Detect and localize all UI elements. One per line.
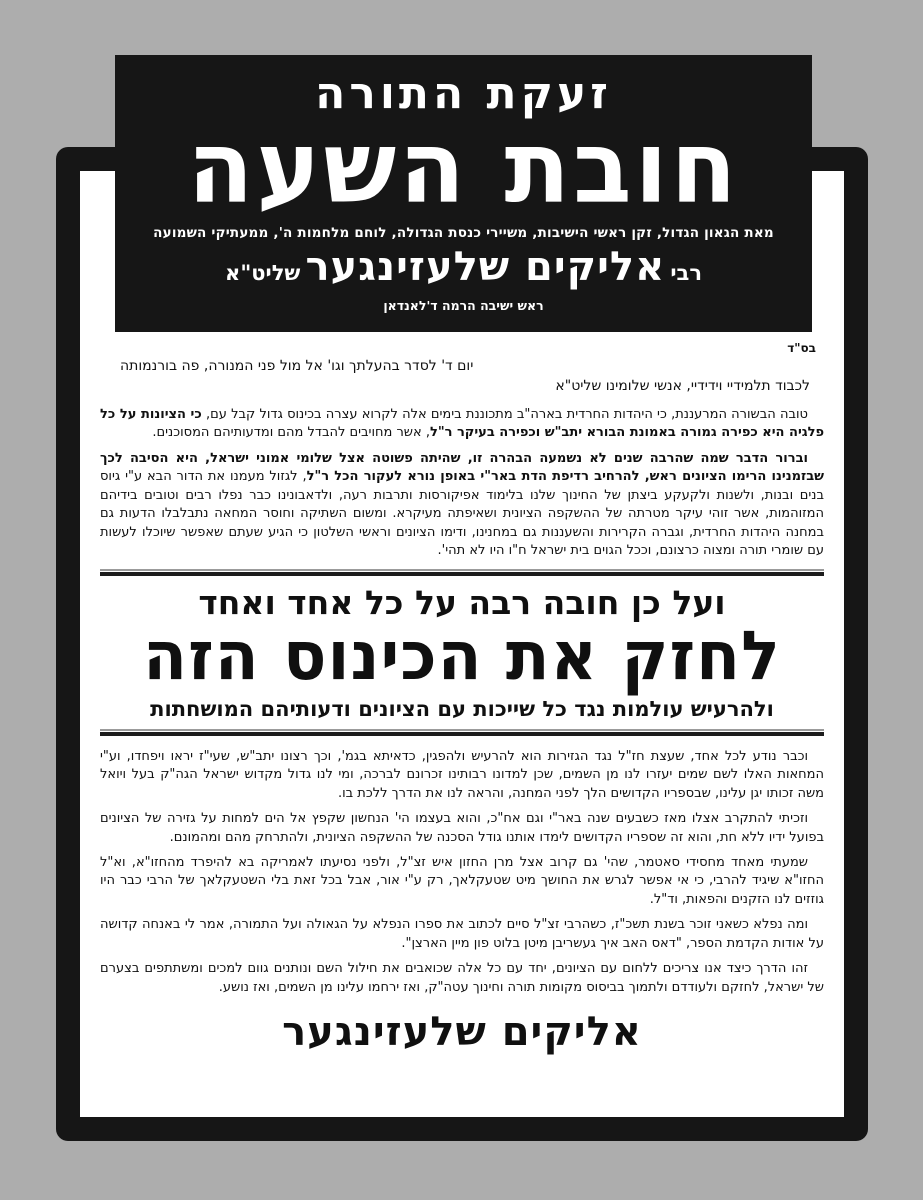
paragraph-2-text: , לגזול מעמנו את הדור הבא ע"י גיוס בנים ובנות, ולשנות ולקעקע ביצתן של החינוך שלנו בלימוד אפיקורסות ותרבות רעה, ולדאבונינו כבר נפלו רבים וטובים בידיהם המזוהמות, אשר זוהי עיקר מטרתה של ההשקפה הציונית ושאיפתה מעיקרא. ומשום השתיקה וחוסר המחאה נתבלבלו הדעות גם במחנה היהדות החרדית, וגברה הקרירות והשעננות גם במחנינו, ודימו הציונים וראשי השלטון כי הגיע שעתם שאפשר שיוכלו לעשות עם שומרי תורה ומצוה כרצונם, וככל הגוים בית ישראל ח"ו היו לא תהי'.: [100, 469, 824, 559]
divider-bottom: [100, 729, 824, 736]
bsd-mark: בס"ד: [787, 341, 816, 355]
paragraph-4: וזכיתי להתקרב אצלו מאז כשבעים שנה באר"י וגם אח"כ, והוא בעצמו הי' הנחשון שקפץ אל הים למחות על גזירה של הציונים בפועל ידיו ללא חת, והוא זה שספריו הקדושים לימדו אותנו גודל הסכנה של ההשקפה הציונית, ולהתרחק מהם ומהמונם.: [100, 811, 824, 845]
paragraph-2: [100, 450, 824, 561]
rabbi-title-suffix: שליט"א: [225, 261, 301, 286]
masthead-byline: מאת הגאון הגדול, זקן ראשי הישיבות, משיירי כנסת הגדולה, לוחם מלחמות ה', ממעתיקי השמועה: [153, 225, 774, 242]
paragraph-1-end: , אשר מחויבים להבדל מהם ומדעותיהם המסוכנים.: [152, 425, 430, 441]
proclamation-line2: לחזק את הכינוס הזה: [143, 617, 781, 696]
rabbi-name: אליקים שלעזינגער: [305, 244, 666, 291]
paragraph-5: שמעתי מאחד מחסידי סאטמר, שהי' גם קרוב אצל מרן החזון איש זצ"ל, ולפני נסיעתו לאמריקה בא להיפרד מהחזו"א, וא"ל החזו"א שיגיד להרבי, כי אי אפשר לגרש את החושך מיט שטעקלאך, רק ע"י אור, אבל בכל זאת בלי השטעקלאך של הרבי כבר היו גוזזים לנו הזקנים והפאות, וד"ל.: [100, 855, 824, 907]
masthead-subtitle: ראש ישיבה הרמה ד'לאנדאן: [383, 298, 544, 314]
signature: אליקים שלעזינגער: [282, 1009, 642, 1056]
proclamation-block: [100, 569, 824, 736]
proclamation-line1: ועל כן חובה רבה על כל אחד ואחד: [198, 582, 726, 622]
paragraph-1-bold: כי הציונות על כל פלגיה היא כפירה גמורה באמונת הבורא יתב"ש וכפירה בעיקר ר"ל: [100, 407, 824, 441]
letter-body: [100, 341, 824, 1055]
paragraph-6: ומה נפלא כשאני זוכר בשנת תשכ"ז, כשהרבי זצ"ל סיים לכתוב את ספרו הנפלא על הגאולה ועל התמורה, אמר לי באנחה קדושה על אודות הקדמת הספר, "דאס האב איך געשריבן מיטן בלוט פון מיין הארצן".: [100, 917, 824, 951]
paragraph-7: זהו הדרך כיצד אנו צריכים ללחום עם הציונים, יחד עם כל אלה שכואבים את חילול השם ונותנים גוום למכים ומשתתפים בצערם של ישראל, לחזקם ולעודדם ולתמוך בביסוס מקומות תורה וחינוך עטה"ק, ואז ירחמו עלינו מן השמים, ואז נושע.: [100, 961, 824, 995]
paragraph-1: [100, 406, 824, 443]
divider-top: [100, 569, 824, 576]
greeting-line: לכבוד תלמידיי וידידיי, אנשי שלומינו שליט"א: [555, 378, 810, 394]
masthead: [115, 55, 812, 332]
paragraph-1-text: טובה הבשורה המרעננת, כי היהדות החרדית בארה"ב מתכוננת בימים אלה לקרוא עצרה בכינוס גדול קבל עם,: [201, 407, 808, 422]
date-line: יום ד' לסדר בהעלתך וגו' אל מול פני המנורה, פה בורנמותה: [120, 358, 474, 374]
proclamation-line3: ולהרעיש עולמות נגד כל שייכות עם הציונים ודעותיהם המושחתות: [150, 696, 774, 721]
rabbi-title-prefix: רבי: [670, 261, 702, 286]
paragraph-2-bold: וברור הדבר שמה שהרבה שנים לא נשמעה הבהרה זו, שהיתה פשוטה אצל שלומי אמוני ישראל, היא הסיבה לכך שבזמנינו הרימו הציונים ראש, להרחיב רדיפת הדת באר"י באופן נורא לעקור הכל ר"ל: [100, 450, 824, 485]
paragraph-3: וכבר נודע לכל אחד, שעצת חז"ל נגד הגזירות הוא להרעיש ולהפגין, כדאיתא בגמ', וכך רצונו יתב"ש, שעי"ז יראו ויפחדו, וע"י המחאות האלו לשם שמים יעזרו לנו מן השמים, שכן למדונו רבותינו זכרונם לברכה, ומי לנו גדול מקדוש ישראל הגה"ק בעל ויואל משה זכותו יגן עלינו, שבספריו הקדושים הלך לפני המחנה, והראה לנו את הדרך ללכת בו.: [100, 748, 824, 801]
masthead-title: חובת השעה: [187, 108, 740, 226]
masthead-kicker: זעקת התורה: [315, 68, 612, 119]
masthead-rabbi-line: [115, 245, 812, 289]
